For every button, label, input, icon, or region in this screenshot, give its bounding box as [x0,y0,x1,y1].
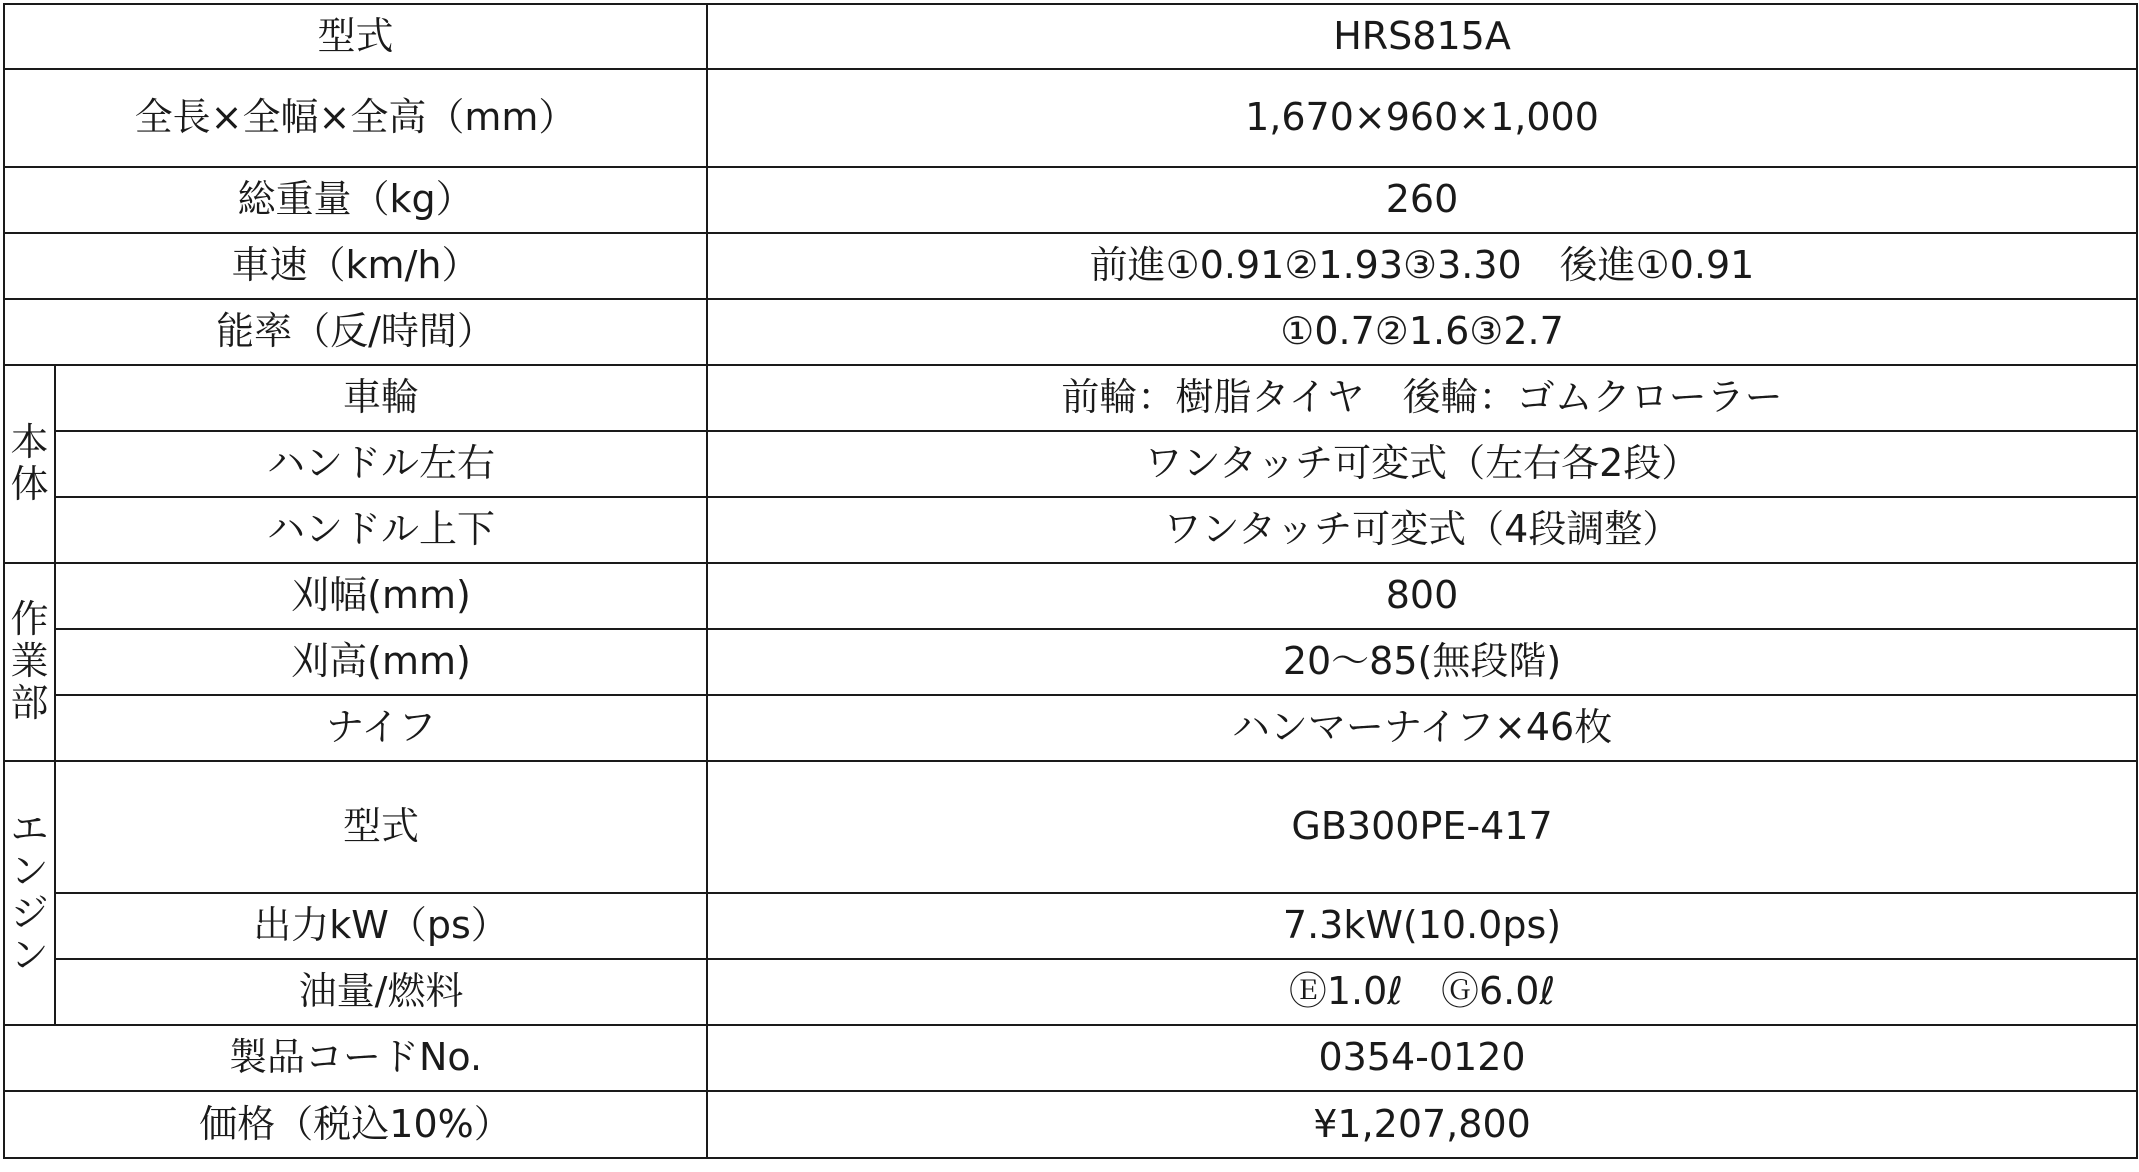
spec-label: 価格（税込10%） [4,1091,707,1158]
spec-value: GB300PE-417 [707,761,2137,893]
table-row [4,959,2137,1025]
group-header-body [4,365,55,563]
group-char: 作 [10,597,49,642]
group-header-engine [4,761,55,1025]
table-row [4,761,2137,893]
table-row [4,233,2137,299]
spec-value: ハンマーナイフ×46枚 [707,695,2137,761]
table-row [4,365,2137,431]
spec-value: Ⓔ1.0ℓ Ⓖ6.0ℓ [707,959,2137,1025]
spec-label: ナイフ [55,695,707,761]
spec-value: 前進①0.91②1.93③3.30 後進①0.91 [707,233,2137,299]
table-row [4,893,2137,959]
spec-label: 車輪 [55,365,707,431]
spec-label: ハンドル上下 [55,497,707,563]
spec-value: HRS815A [707,4,2137,69]
spec-label: 車速（km/h） [4,233,707,299]
spec-label: 型式 [4,4,707,69]
spec-value: 260 [707,167,2137,233]
spec-label: 刈高(mm) [55,629,707,695]
spec-table [3,3,2138,1159]
table-row [4,167,2137,233]
spec-label: 油量/燃料 [55,959,707,1025]
spec-value: 前輪：樹脂タイヤ 後輪：ゴムクローラー [707,365,2137,431]
spec-label: 出力kW（ps） [55,893,707,959]
group-char: 体 [10,462,49,506]
group-char: 部 [10,680,49,725]
table-row [4,1025,2137,1091]
spec-value: 7.3kW(10.0ps) [707,893,2137,959]
spec-label: 全長×全幅×全高（mm） [4,69,707,167]
spec-value: ワンタッチ可変式（4段調整） [707,497,2137,563]
table-row [4,497,2137,563]
table-row [4,629,2137,695]
spec-label: 型式 [55,761,707,893]
spec-label: 刈幅(mm) [55,563,707,629]
group-char: ン [10,932,49,977]
group-char: ジ [10,891,49,935]
group-char: エ [10,807,49,852]
spec-label: 製品コードNo. [4,1025,707,1091]
table-row [4,69,2137,167]
group-char: 業 [10,639,49,684]
spec-sheet [3,3,2136,1165]
spec-value: 800 [707,563,2137,629]
group-char: ン [10,849,49,894]
spec-value: ①0.7②1.6③2.7 [707,299,2137,365]
group-char: 本 [10,420,49,465]
spec-value: 0354-0120 [707,1025,2137,1091]
group-header-work [4,563,55,761]
table-row [4,4,2137,69]
spec-value: 1,670×960×1,000 [707,69,2137,167]
table-row [4,1091,2137,1158]
table-row [4,431,2137,497]
spec-value: ¥1,207,800 [707,1091,2137,1158]
table-row [4,299,2137,365]
spec-value: 20～85(無段階) [707,629,2137,695]
spec-label: ハンドル左右 [55,431,707,497]
spec-value: ワンタッチ可変式（左右各2段） [707,431,2137,497]
spec-label: 能率（反/時間） [4,299,707,365]
spec-label: 総重量（kg） [4,167,707,233]
table-row [4,563,2137,629]
table-row [4,695,2137,761]
